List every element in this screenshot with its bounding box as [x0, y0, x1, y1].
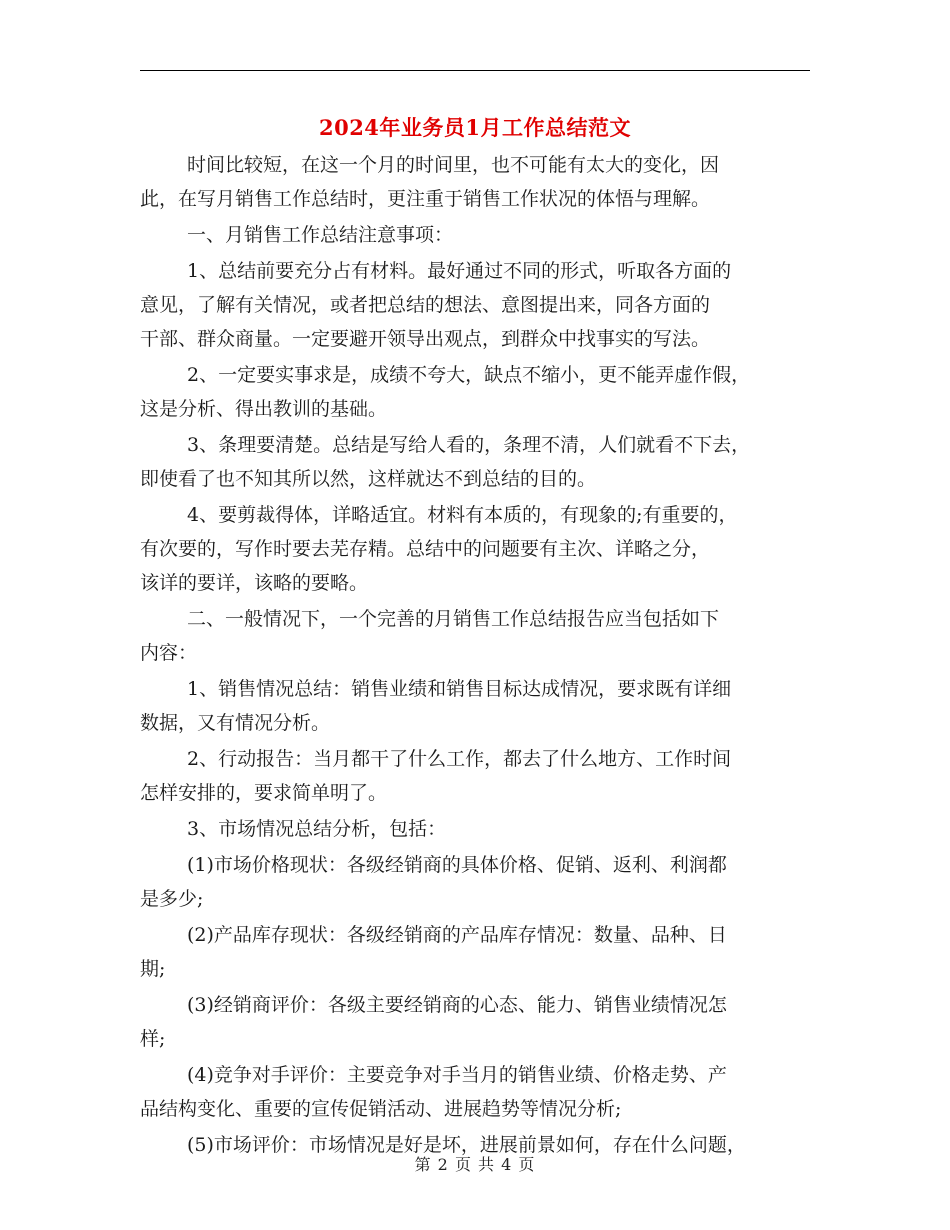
paragraph-line: 数据，又有情况分析。	[140, 712, 331, 734]
body-paragraph	[140, 218, 812, 252]
paragraph-line: (4)竞争对手评价：主要竞争对手当月的销售业绩、价格走势、产	[187, 1064, 727, 1086]
paragraph-line: 1、总结前要充分占有材料。最好通过不同的形式，听取各方面的	[187, 260, 732, 282]
document-body	[140, 148, 812, 1164]
paragraph-line: 有次要的，写作时要去芜存精。总结中的问题要有主次、详略之分，	[140, 538, 711, 560]
body-paragraph	[140, 358, 812, 426]
paragraph-line: 干部、群众商量。一定要避开领导出观点，到群众中找事实的写法。	[140, 328, 711, 350]
body-paragraph	[140, 602, 812, 670]
paragraph-line: 2、一定要实事求是，成绩不夸大，缺点不缩小，更不能弄虚作假，	[187, 364, 751, 386]
paragraph-line: 此，在写月销售工作总结时，更注重于销售工作状况的体悟与理解。	[140, 188, 711, 210]
body-paragraph	[140, 918, 812, 986]
body-paragraph	[140, 848, 812, 916]
paragraph-line: 4、要剪裁得体，详略适宜。材料有本质的，有现象的;有重要的，	[187, 504, 738, 526]
paragraph-line: (5)市场评价：市场情况是好是坏，进展前景如何，存在什么问题，	[187, 1134, 746, 1156]
body-paragraph	[140, 742, 812, 810]
paragraph-line: 品结构变化、重要的宣传促销活动、进展趋势等情况分析;	[140, 1098, 622, 1120]
paragraph-line: 3、市场情况总结分析，包括：	[187, 818, 447, 840]
paragraph-line: (2)产品库存现状：各级经销商的产品库存情况：数量、品种、日	[187, 924, 727, 946]
document-title: 2024年业务员1月工作总结范文	[318, 115, 632, 140]
paragraph-line: 二、一般情况下，一个完善的月销售工作总结报告应当包括如下	[187, 608, 720, 630]
paragraph-line: 这是分析、得出教训的基础。	[140, 398, 388, 420]
paragraph-line: 一、月销售工作总结注意事项：	[187, 224, 454, 246]
paragraph-line: 即使看了也不知其所以然，这样就达不到总结的目的。	[140, 468, 597, 490]
paragraph-line: 期;	[140, 958, 166, 980]
body-paragraph	[140, 812, 812, 846]
paragraph-line: 是多少;	[140, 888, 204, 910]
paragraph-line: 内容：	[140, 642, 198, 664]
paragraph-line: 时间比较短，在这一个月的时间里，也不可能有太大的变化，因	[187, 154, 720, 176]
paragraph-line: 样;	[140, 1028, 166, 1050]
paragraph-line: 意见，了解有关情况，或者把总结的想法、意图提出来，同各方面的	[140, 294, 711, 316]
paragraph-line: 1、销售情况总结：销售业绩和销售目标达成情况，要求既有详细	[187, 678, 732, 700]
body-paragraph	[140, 254, 812, 356]
paragraph-line: 2、行动报告：当月都干了什么工作，都去了什么地方、工作时间	[187, 748, 732, 770]
header-rule	[140, 70, 810, 71]
body-paragraph	[140, 672, 812, 740]
body-paragraph	[140, 148, 812, 216]
body-paragraph	[140, 498, 812, 600]
paragraph-line: (1)市场价格现状：各级经销商的具体价格、促销、返利、利润都	[187, 854, 727, 876]
paragraph-line: (3)经销商评价：各级主要经销商的心态、能力、销售业绩情况怎	[187, 994, 727, 1016]
body-paragraph	[140, 428, 812, 496]
paragraph-line: 怎样安排的，要求简单明了。	[140, 782, 388, 804]
paragraph-line: 该详的要详，该略的要略。	[140, 572, 369, 594]
body-paragraph	[140, 988, 812, 1056]
page-number-footer: 第 2 页 共 4 页	[414, 1155, 536, 1174]
body-paragraph	[140, 1058, 812, 1126]
paragraph-line: 3、条理要清楚。总结是写给人看的，条理不清，人们就看不下去，	[187, 434, 751, 456]
